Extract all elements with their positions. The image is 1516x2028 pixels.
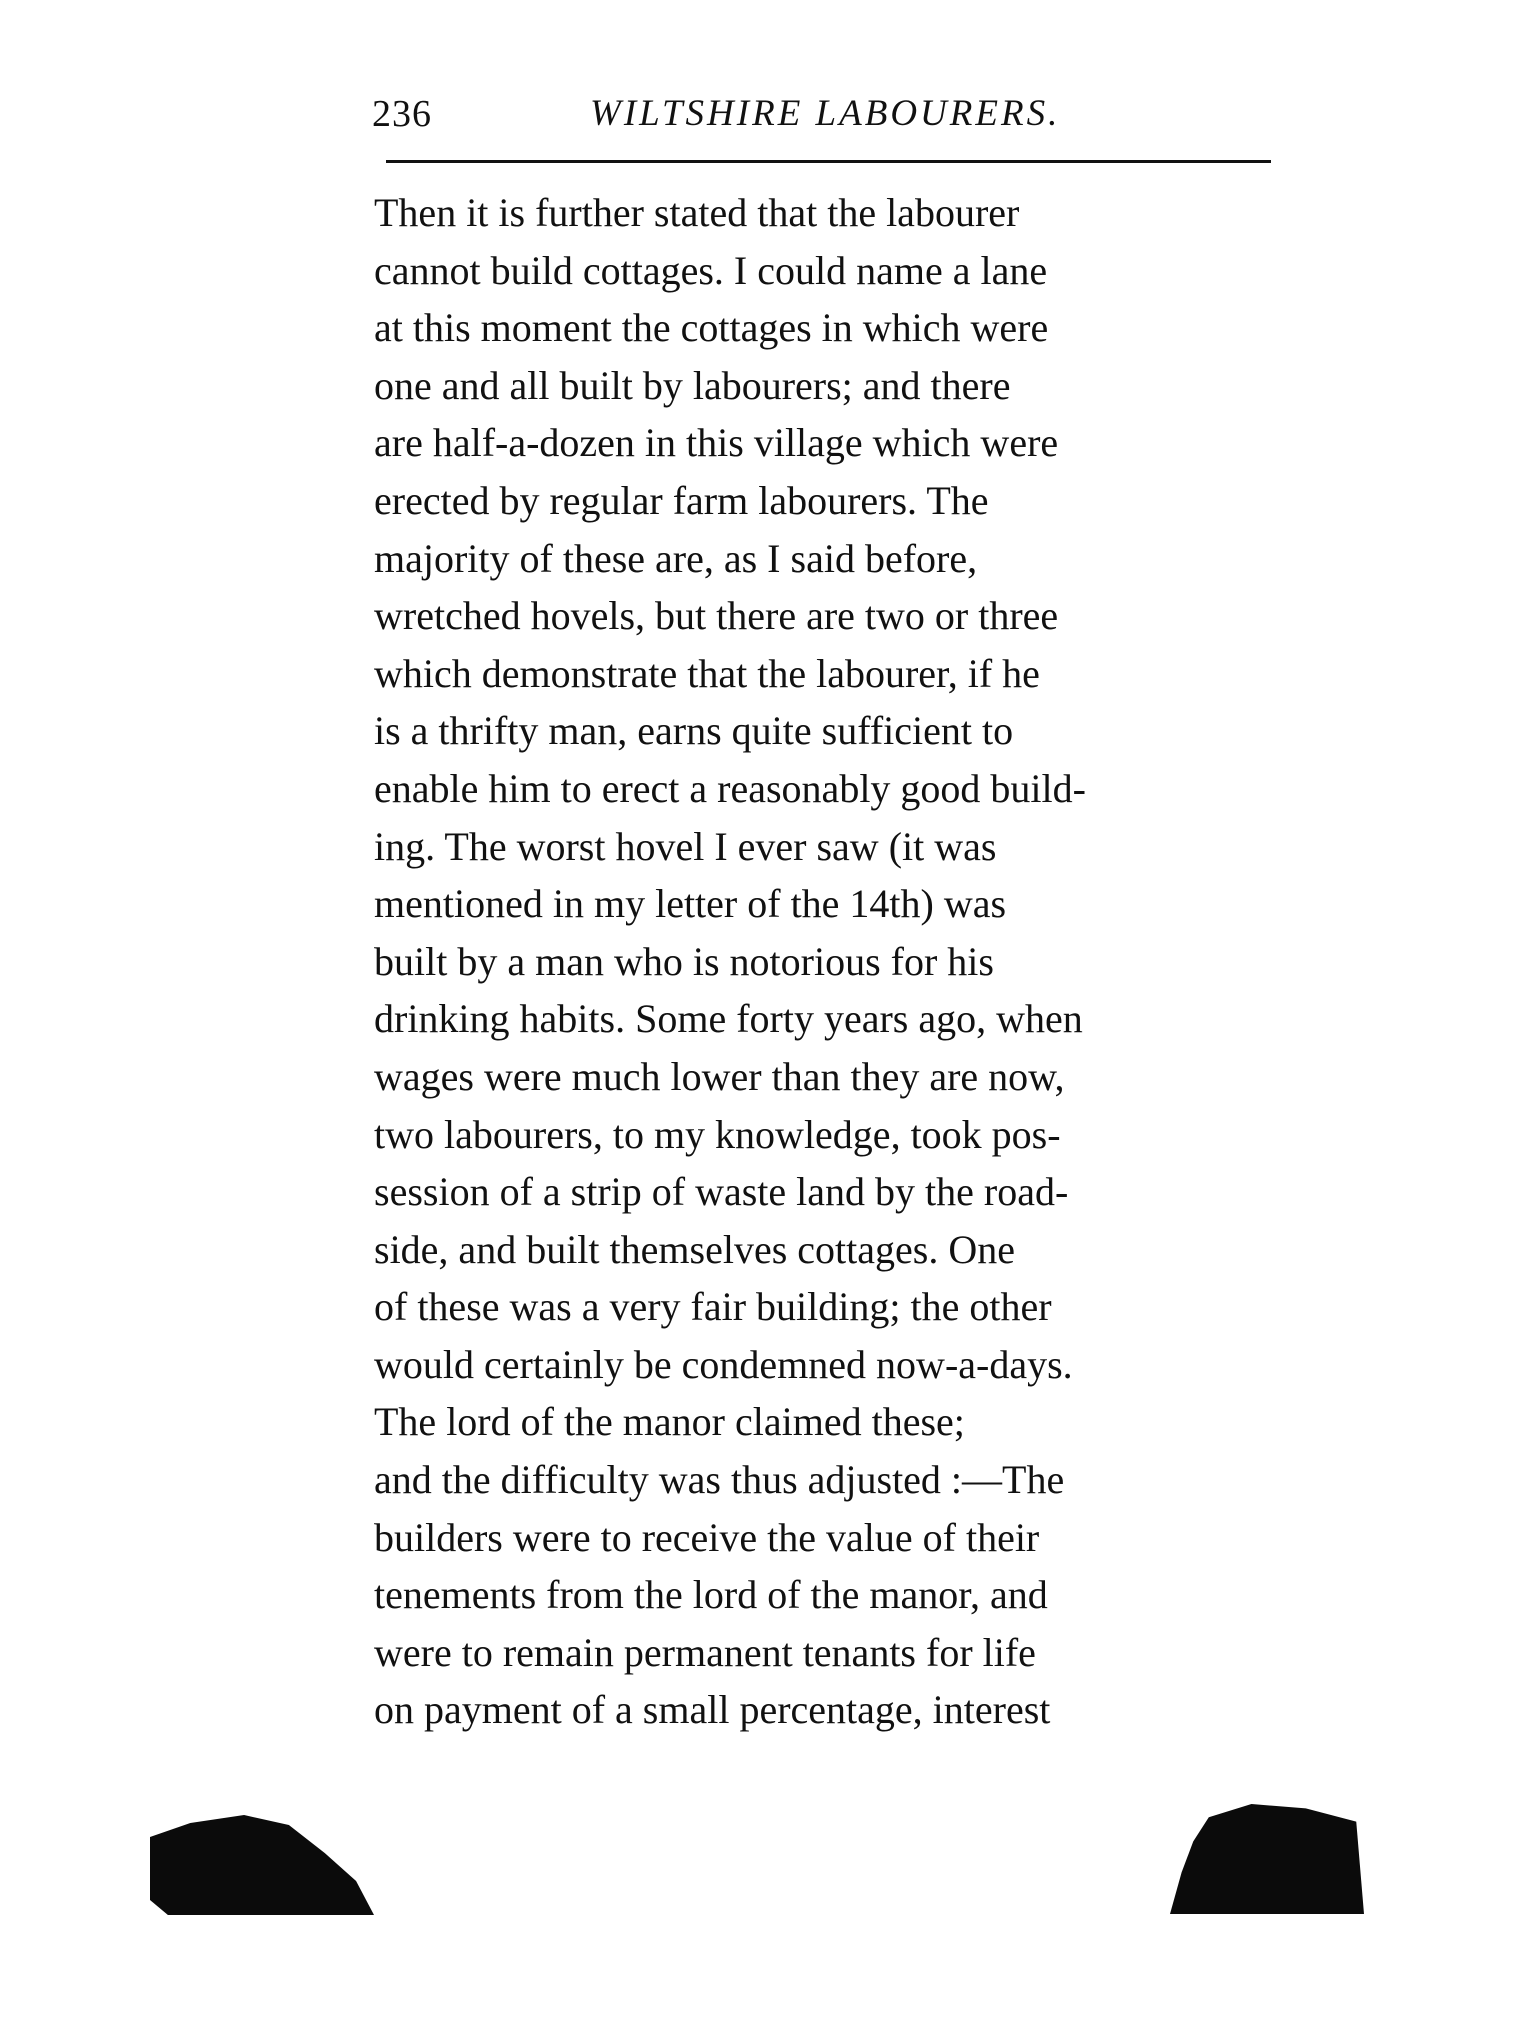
text-line: ing. The worst hovel I ever saw (it was [374, 823, 997, 869]
header-rule [386, 160, 1271, 163]
text-line: which demonstrate that the labourer, if he [374, 650, 1040, 696]
text-line: majority of these are, as I said before, [374, 535, 978, 581]
text-line: wretched hovels, but there are two or three [374, 593, 1059, 639]
body-text [374, 184, 1274, 1739]
text-line: erected by regular farm labourers. The [374, 477, 989, 523]
text-line: were to remain permanent tenants for life [374, 1629, 1036, 1675]
text-line: would certainly be condemned now-a-days. [374, 1341, 1073, 1387]
text-line: builders were to receive the value of their [374, 1514, 1040, 1560]
text-line: session of a strip of waste land by the road- [374, 1169, 1069, 1215]
page-number: 236 [372, 93, 432, 135]
text-line: are half-a-dozen in this village which were [374, 420, 1059, 466]
scan-blot-left [150, 1815, 374, 1915]
text-line: built by a man who is notorious for his [374, 938, 994, 984]
text-line: of these was a very fair building; the other [374, 1284, 1052, 1330]
text-line: mentioned in my letter of the 14th) was [374, 881, 1007, 927]
page-header [372, 92, 1268, 152]
text-line: Then it is further stated that the labourer [374, 190, 1020, 235]
running-head: WILTSHIRE LABOURERS. [590, 93, 1061, 134]
text-line: cannot build cottages. I could name a lane [374, 247, 1048, 293]
text-line: wages were much lower than they are now, [374, 1053, 1065, 1099]
text-line: is a thrifty man, earns quite sufficient to [374, 708, 1014, 754]
text-line: tenements from the lord of the manor, and [374, 1572, 1048, 1618]
text-line: two labourers, to my knowledge, took pos- [374, 1111, 1061, 1157]
text-line: side, and built themselves cottages. One [374, 1226, 1015, 1272]
text-line: on payment of a small percentage, interest [374, 1687, 1051, 1733]
text-line: The lord of the manor claimed these; [374, 1399, 965, 1445]
scan-blot-right [1170, 1804, 1364, 1914]
text-line: one and all built by labourers; and there [374, 362, 1011, 408]
text-line: drinking habits. Some forty years ago, when [374, 996, 1083, 1042]
text-line: and the difficulty was thus adjusted :—The [374, 1457, 1065, 1503]
text-line: at this moment the cottages in which were [374, 305, 1049, 351]
text-line: enable him to erect a reasonably good build- [374, 765, 1086, 811]
